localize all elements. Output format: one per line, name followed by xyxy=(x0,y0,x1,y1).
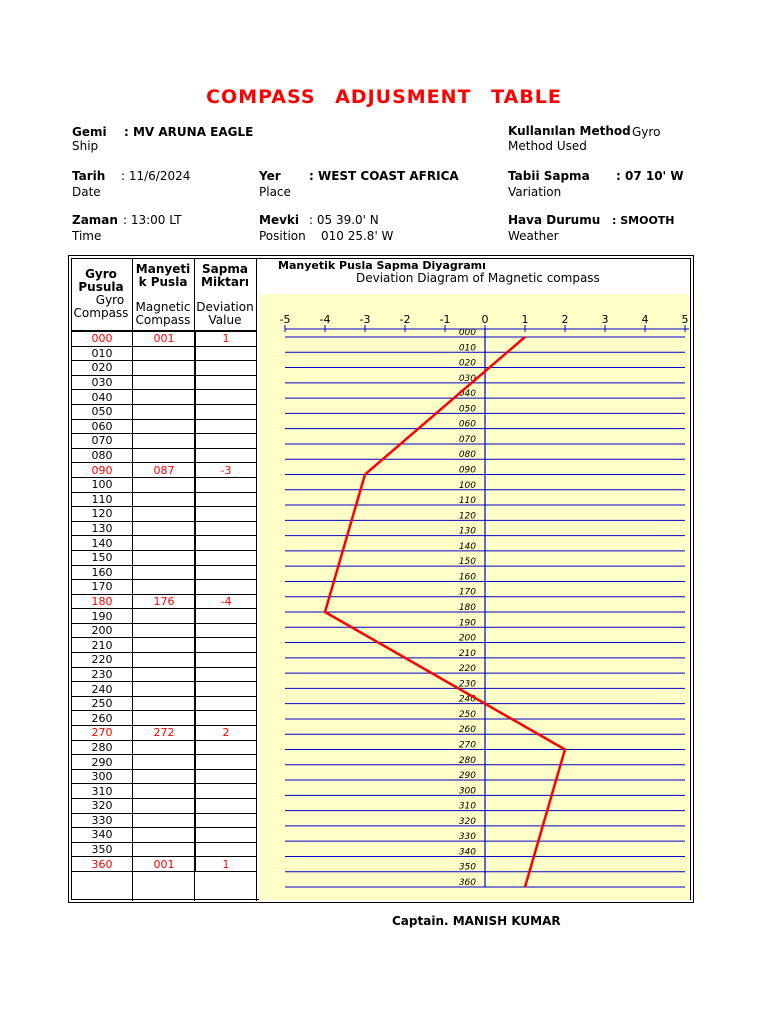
y-tick-label: 360 xyxy=(458,878,476,888)
gyro-cell: 360 xyxy=(72,857,133,872)
table-row xyxy=(72,507,257,522)
gyro-cell: 010 xyxy=(72,346,133,361)
y-tick-label: 210 xyxy=(458,648,476,659)
table-row xyxy=(72,653,257,668)
gyro-cell: 110 xyxy=(72,492,133,507)
variation-value: : 07 10' W xyxy=(616,169,684,183)
table-row xyxy=(72,609,257,624)
gyro-cell: 290 xyxy=(72,755,133,770)
table-row xyxy=(72,419,257,434)
table-row xyxy=(72,521,257,536)
y-tick-label: 080 xyxy=(458,450,476,461)
y-tick-label: 260 xyxy=(458,725,476,736)
magnetic-cell xyxy=(133,653,196,668)
gyro-cell: 130 xyxy=(72,521,133,536)
magnetic-cell xyxy=(133,609,196,624)
y-tick-label: 170 xyxy=(458,587,476,598)
gyro-cell: 310 xyxy=(72,784,133,799)
x-tick-label: -2 xyxy=(399,313,411,326)
magnetic-cell xyxy=(133,448,196,463)
x-tick-label: -5 xyxy=(279,313,291,326)
deviation-cell xyxy=(196,711,257,726)
deviation-cell xyxy=(196,813,257,828)
magnetic-cell xyxy=(133,784,196,799)
deviation-cell xyxy=(196,507,257,522)
magnetic-cell xyxy=(133,390,196,405)
magnetic-cell xyxy=(133,828,196,843)
magnetic-cell xyxy=(133,667,196,682)
page-title: COMPASS ADJUSMENT TABLE xyxy=(206,86,562,108)
deviation-cell xyxy=(196,828,257,843)
gyro-cell: 060 xyxy=(72,419,133,434)
y-tick-label: 290 xyxy=(458,771,476,782)
magnetic-cell xyxy=(133,361,196,376)
chart-title-en: Deviation Diagram of Magnetic compass xyxy=(356,271,600,285)
variation-label-en: Variation xyxy=(508,185,562,199)
table-row xyxy=(72,390,257,405)
x-tick-label: 4 xyxy=(641,313,649,326)
date-label-en: Date xyxy=(72,185,101,199)
deviation-cell xyxy=(196,784,257,799)
gyro-cell: 120 xyxy=(72,507,133,522)
gyro-cell: 180 xyxy=(72,594,133,609)
x-tick-label: 5 xyxy=(681,313,689,326)
deviation-cell xyxy=(196,536,257,551)
gyro-cell: 300 xyxy=(72,769,133,784)
col3-en-line2: Value xyxy=(208,313,242,327)
table-row xyxy=(72,857,257,872)
y-tick-label: 320 xyxy=(458,816,476,827)
y-tick-label: 070 xyxy=(458,434,476,445)
table-row xyxy=(72,448,257,463)
chart-title-tr: Manyetik Pusla Sapma Diyagramı xyxy=(278,259,486,272)
gyro-cell: 320 xyxy=(72,799,133,814)
position-lat-value: : 05 39.0' N xyxy=(309,213,379,227)
magnetic-cell xyxy=(133,711,196,726)
y-tick-label: 300 xyxy=(458,786,476,797)
x-tick-label: -3 xyxy=(359,313,371,326)
deviation-cell xyxy=(196,623,257,638)
method-value: Gyro xyxy=(632,125,661,139)
magnetic-cell: 087 xyxy=(133,463,196,478)
y-tick-label: 280 xyxy=(458,755,476,766)
magnetic-cell xyxy=(133,477,196,492)
col3-header-tr xyxy=(195,263,255,289)
magnetic-cell xyxy=(133,434,196,449)
table-row xyxy=(72,813,257,828)
deviation-cell xyxy=(196,769,257,784)
ship-label-tr: Gemi xyxy=(72,125,107,139)
col2-header-en xyxy=(133,301,193,327)
magnetic-cell xyxy=(133,842,196,857)
gyro-cell: 190 xyxy=(72,609,133,624)
y-tick-label: 190 xyxy=(458,618,476,629)
ship-label-en: Ship xyxy=(72,139,99,153)
place-label-en: Place xyxy=(259,185,291,199)
magnetic-cell xyxy=(133,623,196,638)
gyro-cell: 070 xyxy=(72,434,133,449)
y-tick-label: 030 xyxy=(458,373,476,384)
table-row xyxy=(72,667,257,682)
place-label-tr: Yer xyxy=(259,169,281,183)
gyro-cell: 160 xyxy=(72,565,133,580)
table-row xyxy=(72,550,257,565)
gyro-cell: 050 xyxy=(72,404,133,419)
magnetic-cell xyxy=(133,799,196,814)
gyro-cell: 240 xyxy=(72,682,133,697)
y-tick-label: 200 xyxy=(458,633,476,644)
x-tick-label: 1 xyxy=(521,313,529,326)
deviation-cell xyxy=(196,682,257,697)
deviation-table xyxy=(71,331,257,872)
gyro-cell: 230 xyxy=(72,667,133,682)
deviation-cell xyxy=(196,404,257,419)
magnetic-cell xyxy=(133,346,196,361)
deviation-cell xyxy=(196,696,257,711)
y-tick-label: 180 xyxy=(458,603,476,613)
gyro-cell: 080 xyxy=(72,448,133,463)
y-tick-label: 140 xyxy=(458,541,476,552)
deviation-cell xyxy=(196,755,257,770)
deviation-cell: 1 xyxy=(196,857,257,872)
table-row xyxy=(72,580,257,595)
gyro-cell: 270 xyxy=(72,726,133,741)
gyro-cell: 140 xyxy=(72,536,133,551)
deviation-cell xyxy=(196,448,257,463)
y-tick-label: 310 xyxy=(458,801,476,812)
y-tick-label: 340 xyxy=(458,847,476,858)
y-tick-label: 230 xyxy=(458,679,476,690)
y-tick-label: 240 xyxy=(458,694,476,705)
table-row xyxy=(72,492,257,507)
method-label-tr: Kullanılan Method xyxy=(508,124,631,138)
magnetic-cell xyxy=(133,565,196,580)
y-tick-label: 010 xyxy=(458,343,476,354)
col3-tr-line2: Miktarı xyxy=(201,275,249,289)
deviation-cell xyxy=(196,799,257,814)
magnetic-cell xyxy=(133,813,196,828)
deviation-cell xyxy=(196,477,257,492)
y-tick-label: 020 xyxy=(458,358,476,369)
deviation-chart xyxy=(259,294,690,900)
col3-header-en xyxy=(195,301,255,327)
deviation-cell xyxy=(196,434,257,449)
gyro-cell: 150 xyxy=(72,550,133,565)
magnetic-cell: 001 xyxy=(133,857,196,872)
weather-label-en: Weather xyxy=(508,229,559,243)
table-row xyxy=(72,332,257,347)
y-tick-label: 160 xyxy=(458,572,476,583)
gyro-cell: 040 xyxy=(72,390,133,405)
magnetic-cell xyxy=(133,492,196,507)
y-tick-label: 110 xyxy=(458,496,476,507)
gyro-cell: 220 xyxy=(72,653,133,668)
x-tick-label: 2 xyxy=(561,313,569,326)
deviation-cell xyxy=(196,580,257,595)
gyro-cell: 200 xyxy=(72,623,133,638)
deviation-cell xyxy=(196,565,257,580)
magnetic-cell: 001 xyxy=(133,332,196,347)
deviation-cell xyxy=(196,842,257,857)
table-row xyxy=(72,346,257,361)
deviation-cell xyxy=(196,667,257,682)
table-row xyxy=(72,696,257,711)
table-row xyxy=(72,682,257,697)
table-row xyxy=(72,404,257,419)
x-tick-label: 0 xyxy=(481,313,489,326)
col2-en-line1: Magnetic xyxy=(135,300,191,314)
magnetic-cell xyxy=(133,580,196,595)
magnetic-cell xyxy=(133,375,196,390)
deviation-cell xyxy=(196,390,257,405)
gyro-cell: 020 xyxy=(72,361,133,376)
time-label-en: Time xyxy=(72,229,102,243)
y-tick-label: 050 xyxy=(458,404,476,415)
magnetic-cell xyxy=(133,740,196,755)
date-label-tr: Tarih xyxy=(72,169,106,183)
gyro-cell: 170 xyxy=(72,580,133,595)
col1-en-line1: Gyro xyxy=(95,293,125,307)
magnetic-cell xyxy=(133,696,196,711)
y-tick-label: 060 xyxy=(458,419,476,430)
col1-tr-line2: Pusula xyxy=(78,280,124,294)
deviation-cell xyxy=(196,609,257,624)
magnetic-cell xyxy=(133,682,196,697)
table-row xyxy=(72,594,257,609)
col2-en-line2: Compass xyxy=(135,313,191,327)
magnetic-cell xyxy=(133,404,196,419)
position-lon-value: 010 25.8' W xyxy=(321,229,394,243)
y-tick-label: 330 xyxy=(458,832,476,843)
y-tick-label: 040 xyxy=(458,389,476,400)
method-label-en: Method Used xyxy=(508,139,587,153)
gyro-cell: 350 xyxy=(72,842,133,857)
magnetic-cell: 272 xyxy=(133,726,196,741)
table-row xyxy=(72,711,257,726)
y-tick-label: 130 xyxy=(458,526,476,537)
deviation-cell xyxy=(196,492,257,507)
table-row xyxy=(72,434,257,449)
gyro-cell: 250 xyxy=(72,696,133,711)
col3-tr-line1: Sapma xyxy=(202,262,248,276)
col1-tr-line1: Gyro xyxy=(85,267,117,281)
magnetic-cell xyxy=(133,755,196,770)
x-tick-label: -1 xyxy=(439,313,451,326)
deviation-cell xyxy=(196,521,257,536)
gyro-cell: 210 xyxy=(72,638,133,653)
table-row xyxy=(72,477,257,492)
deviation-cell: 2 xyxy=(196,726,257,741)
time-value: : 13:00 LT xyxy=(123,213,182,227)
place-value: : WEST COAST AFRICA xyxy=(309,169,459,183)
table-row xyxy=(72,769,257,784)
col3-en-line1: Deviation xyxy=(196,300,254,314)
table-row xyxy=(72,799,257,814)
gyro-cell: 260 xyxy=(72,711,133,726)
table-row xyxy=(72,784,257,799)
table-row xyxy=(72,842,257,857)
x-tick-label: -4 xyxy=(319,313,331,326)
deviation-cell xyxy=(196,638,257,653)
magnetic-cell xyxy=(133,521,196,536)
gyro-cell: 090 xyxy=(72,463,133,478)
weather-value: : SMOOTH xyxy=(612,214,675,227)
table-row xyxy=(72,361,257,376)
position-label-tr: Mevki xyxy=(259,213,299,227)
date-value: : 11/6/2024 xyxy=(121,169,191,183)
magnetic-cell xyxy=(133,769,196,784)
table-row xyxy=(72,375,257,390)
y-tick-label: 270 xyxy=(458,740,476,751)
deviation-cell xyxy=(196,375,257,390)
y-tick-label: 220 xyxy=(458,664,476,675)
magnetic-cell: 176 xyxy=(133,594,196,609)
col2-tr-line2: k Pusla xyxy=(138,275,188,289)
magnetic-cell xyxy=(133,536,196,551)
y-tick-label: 350 xyxy=(458,862,476,873)
x-tick-label: 3 xyxy=(601,313,609,326)
deviation-cell xyxy=(196,419,257,434)
col2-tr-line1: Manyeti xyxy=(135,262,191,276)
table-row xyxy=(72,755,257,770)
table-row xyxy=(72,565,257,580)
col1-en-line2: Compass xyxy=(73,306,129,320)
weather-label-tr: Hava Durumu xyxy=(508,213,601,227)
table-row xyxy=(72,726,257,741)
deviation-cell xyxy=(196,740,257,755)
ship-value: : MV ARUNA EAGLE xyxy=(124,125,254,139)
y-tick-label: 150 xyxy=(458,557,476,568)
col2-header-tr xyxy=(133,263,193,289)
gyro-cell: 030 xyxy=(72,375,133,390)
table-row xyxy=(72,536,257,551)
y-tick-label: 090 xyxy=(458,465,476,476)
y-tick-label: 250 xyxy=(458,709,476,720)
variation-label-tr: Tabii Sapma xyxy=(508,169,590,183)
deviation-cell: -4 xyxy=(196,594,257,609)
gyro-cell: 340 xyxy=(72,828,133,843)
gyro-cell: 000 xyxy=(72,332,133,347)
gyro-cell: 280 xyxy=(72,740,133,755)
deviation-cell: -3 xyxy=(196,463,257,478)
y-tick-label: 100 xyxy=(458,480,476,491)
magnetic-cell xyxy=(133,638,196,653)
deviation-cell xyxy=(196,361,257,376)
table-row xyxy=(72,638,257,653)
deviation-cell: 1 xyxy=(196,332,257,347)
table-row xyxy=(72,828,257,843)
table-row xyxy=(72,463,257,478)
captain-signature: Captain. MANISH KUMAR xyxy=(392,914,561,928)
table-row xyxy=(72,623,257,638)
table-row xyxy=(72,740,257,755)
time-label-tr: Zaman xyxy=(72,213,118,227)
magnetic-cell xyxy=(133,550,196,565)
gyro-cell: 100 xyxy=(72,477,133,492)
deviation-cell xyxy=(196,550,257,565)
y-tick-label: 120 xyxy=(458,511,476,522)
y-tick-label: 000 xyxy=(458,328,476,338)
col1-header-tr xyxy=(72,268,130,294)
deviation-cell xyxy=(196,653,257,668)
magnetic-cell xyxy=(133,507,196,522)
position-label-en: Position xyxy=(259,229,306,243)
deviation-cell xyxy=(196,346,257,361)
magnetic-cell xyxy=(133,419,196,434)
gyro-cell: 330 xyxy=(72,813,133,828)
col1-header-en xyxy=(72,294,130,320)
